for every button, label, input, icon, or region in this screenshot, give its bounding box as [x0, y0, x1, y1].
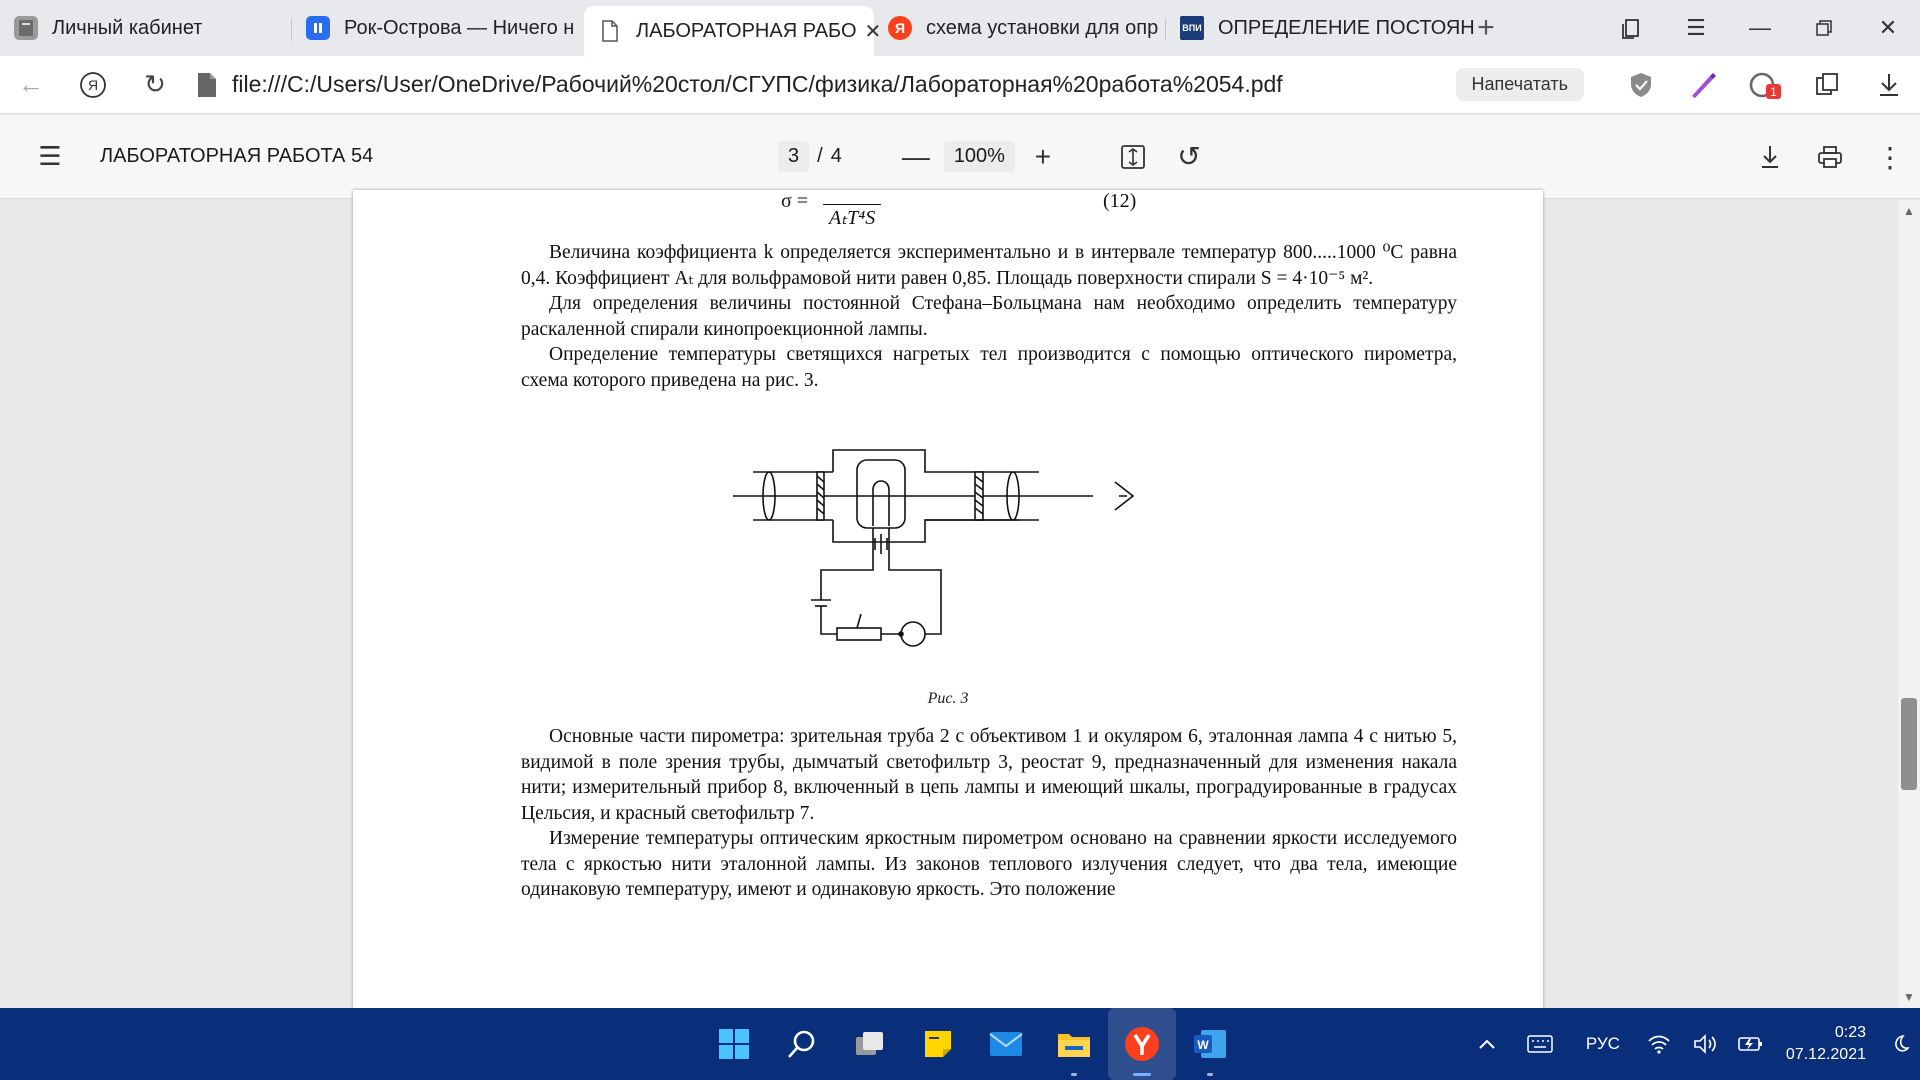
window-controls: [1600, 0, 1920, 56]
tab-vpi[interactable]: [1166, 5, 1475, 51]
paragraph: Определение температуры светящихся нагретых тел производится с помощью оптического пирометра, схема которого приведена на рис. 3.: [521, 344, 1457, 391]
zoom-out-button[interactable]: —: [901, 140, 930, 172]
scrollbar-thumb[interactable]: [1901, 698, 1917, 790]
tab-lk[interactable]: [0, 5, 292, 51]
vpi-icon: ВПИ: [1180, 16, 1204, 40]
pen-icon[interactable]: [1672, 56, 1734, 114]
running-indicator: [1207, 1073, 1213, 1076]
new-tab-button[interactable]: +: [1477, 11, 1495, 44]
formula-lhs: σ =: [781, 190, 809, 212]
tab-title: ЛАБОРАТОРНАЯ РАБО: [636, 19, 857, 42]
page-total: 4: [830, 145, 842, 167]
yandex-icon: Я: [888, 16, 912, 40]
tab-title: схема установки для опр: [926, 16, 1159, 39]
print-icon[interactable]: [1800, 133, 1860, 181]
page-separator: /: [817, 145, 823, 167]
language-indicator[interactable]: РУС: [1585, 1034, 1620, 1053]
system-tray: [1464, 1008, 1920, 1080]
paragraph: Для определения величины постоянной Стефана–Больцмана нам необходимо определить температуру раскаленной спирали кинопроекционной лампы.: [521, 293, 1457, 340]
address-bar: [0, 56, 1920, 114]
minimize-icon[interactable]: —: [1749, 15, 1771, 40]
pdf-page: [353, 190, 1543, 1020]
tab-music[interactable]: [292, 5, 584, 51]
vertical-scrollbar[interactable]: [1898, 200, 1920, 1008]
download-icon[interactable]: [1858, 56, 1920, 114]
badge-count: 1: [1770, 84, 1777, 99]
taskbar-apps: [700, 1008, 1244, 1080]
shield-icon[interactable]: [1610, 56, 1672, 114]
zoom-controls: [888, 133, 1071, 181]
file-explorer-icon[interactable]: [1040, 1008, 1108, 1080]
pyrometer-diagram: [733, 438, 1153, 678]
search-icon[interactable]: [768, 1008, 836, 1080]
hamburger-menu-icon[interactable]: ☰: [38, 141, 62, 171]
pdf-actions: [1740, 115, 1920, 199]
battery-icon[interactable]: [1728, 1035, 1774, 1053]
yandex-browser-icon[interactable]: [1108, 1008, 1176, 1080]
scroll-up-arrow-icon[interactable]: ▲: [1903, 204, 1915, 218]
document-icon: [598, 19, 622, 43]
mail-icon[interactable]: [972, 1008, 1040, 1080]
svg-text:W: W: [1197, 1038, 1209, 1052]
taskbar: [0, 1008, 1920, 1080]
print-suggestion-button[interactable]: Напечатать: [1456, 68, 1584, 101]
zoom-in-button[interactable]: +: [1034, 140, 1052, 172]
show-hidden-icons-chevron-up-icon[interactable]: [1464, 1038, 1510, 1050]
close-window-icon[interactable]: ✕: [1878, 15, 1898, 40]
page-controls: [778, 141, 842, 172]
reload-icon[interactable]: ↻: [144, 69, 166, 99]
clock-date: 07.12.2021: [1785, 1046, 1866, 1063]
sticky-notes-icon[interactable]: [904, 1008, 972, 1080]
url-field[interactable]: [196, 71, 1456, 98]
tab-title: Рок-Острова — Ничего н: [344, 16, 575, 39]
fit-page-icon[interactable]: [1105, 133, 1161, 181]
tab-lab-work[interactable]: [584, 6, 882, 56]
windows-start-icon[interactable]: [700, 1008, 768, 1080]
word-icon[interactable]: [1176, 1008, 1244, 1080]
view-controls: [1105, 133, 1217, 181]
close-icon[interactable]: ✕: [864, 20, 882, 43]
save-download-icon[interactable]: [1740, 133, 1800, 181]
more-options-icon[interactable]: ⋮: [1876, 141, 1904, 173]
clock[interactable]: [1786, 1022, 1866, 1066]
restore-icon[interactable]: [1792, 0, 1856, 56]
tab-yandex-search[interactable]: [874, 5, 1166, 51]
menu-icon[interactable]: ☰: [1686, 15, 1706, 40]
collections-icon[interactable]: [1600, 0, 1664, 56]
rotate-icon[interactable]: ↺: [1177, 141, 1201, 172]
running-indicator: [1071, 1073, 1077, 1076]
tab-strip: [0, 0, 1920, 56]
formula-number: (12): [1103, 190, 1137, 212]
pdf-viewer[interactable]: [0, 190, 1920, 1008]
text-block-top: [521, 240, 1457, 393]
volume-icon[interactable]: [1682, 1034, 1728, 1054]
page-number-input[interactable]: 3: [778, 141, 809, 172]
notifications-icon[interactable]: [1734, 56, 1796, 114]
pdf-toolbar: [0, 115, 1920, 199]
file-icon: [196, 72, 218, 98]
yandex-logo-icon[interactable]: [62, 56, 124, 114]
paragraph: Основные части пирометра: зрительная труба 2 с объективом 1 и окуляром 6, эталонная лампа 4 с нитью 5, видимой в поле зрения трубы, дымчатый светофильтр 3, реостат 9, предназначенный для изменения накала нити; измерительный прибор 8, включенный в цепь лампы и имеющий шкалы, проградуированные в градусах Цельсия, и красный светофильтр 7.: [521, 726, 1457, 824]
zoom-level[interactable]: 100%: [944, 141, 1015, 172]
scroll-down-arrow-icon[interactable]: ▼: [1903, 990, 1915, 1004]
task-view-icon[interactable]: [836, 1008, 904, 1080]
extensions-icon[interactable]: [1796, 56, 1858, 114]
tab-title: Личный кабинет: [52, 16, 203, 39]
formula-denominator: AₜT⁴S: [823, 204, 881, 230]
focus-assist-moon-icon[interactable]: [1880, 1034, 1920, 1054]
paragraph: Величина коэффициента k определяется экспериментально и в интервале температур 800.....1000 ⁰С равна 0,4. Коэффициент Aₜ для вольфрамовой нити равен 0,85. Площадь поверхности спирали S = 4·10⁻⁵ м².: [521, 242, 1457, 289]
keyboard-icon[interactable]: [1510, 1035, 1570, 1053]
running-indicator: [1133, 1073, 1151, 1076]
tab-title: ОПРЕДЕЛЕНИЕ ПОСТОЯН: [1218, 16, 1475, 39]
lk-icon: [14, 16, 38, 40]
back-icon[interactable]: ←: [18, 69, 44, 99]
wifi-icon[interactable]: [1636, 1034, 1682, 1054]
paragraph: Измерение температуры оптическим яркостным пирометром основано на сравнении яркости исследуемого тела с яркостью нити эталонной лампы. Из законов теплового излучения следует, что два тела, имеющие одинаковую температуру, имеют и одинаковую яркость. Это положение: [521, 828, 1457, 900]
music-icon: [306, 16, 330, 40]
figure-caption: Рис. 3: [927, 690, 969, 707]
svg-text:Я: Я: [87, 76, 99, 93]
url-text: file:///C:/Users/User/OneDrive/Рабочий%20стол/СГУПС/физика/Лабораторная%20работа%2054.pdf: [232, 71, 1283, 97]
clock-time: 0:23: [1834, 1024, 1866, 1041]
text-block-bottom: [521, 724, 1457, 903]
document-title: ЛАБОРАТОРНАЯ РАБОТА 54: [100, 145, 374, 167]
